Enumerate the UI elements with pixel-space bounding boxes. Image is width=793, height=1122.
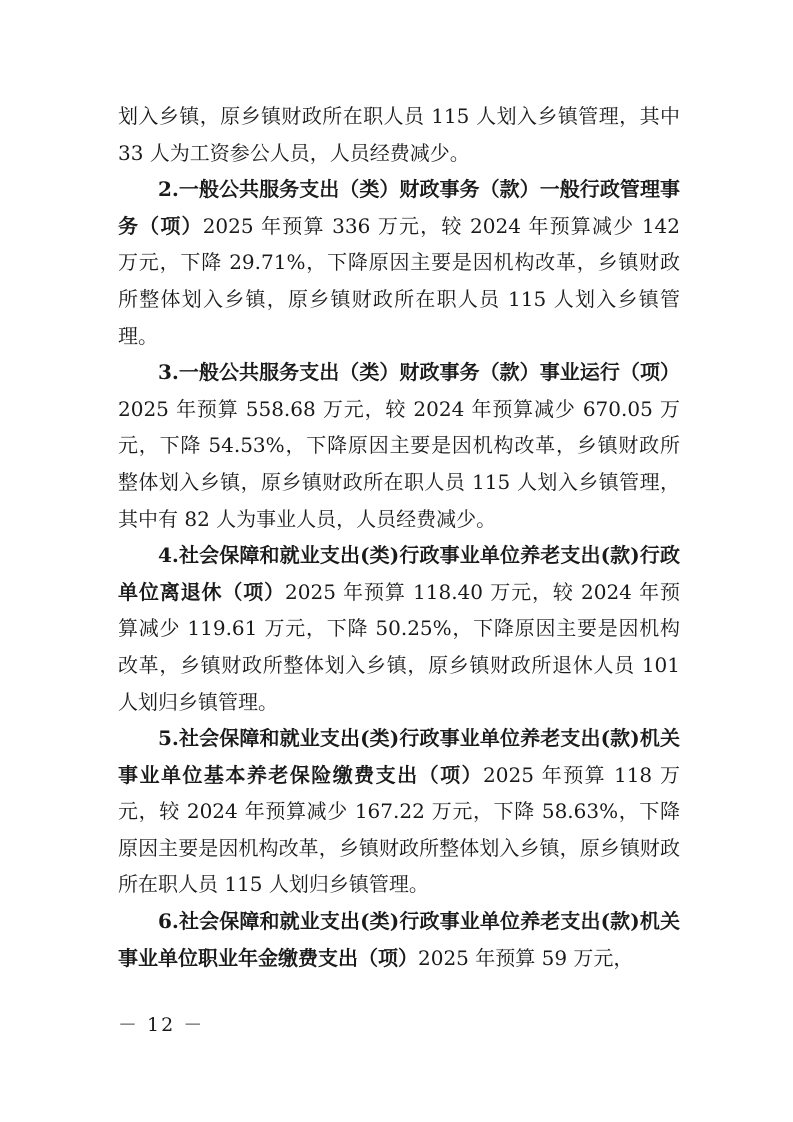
paragraph-heading: 6.社会保障和就业支出(类)行政事业单位养老支出(款)机关事业单位职业年金缴费支出（项） [118,909,680,970]
paragraph-text: 2025 年预算 118 万元，较 2024 年预算减少 167.22 万元，下降 58.63%，下降原因主要是因机构改革，乡镇财政所整体划入乡镇，原乡镇财政所在职人员 115 人划归乡镇管理。 [118,762,680,897]
paragraph-heading: 2.一般公共服务支出（类）财政事务（款）一般行政管理事务（项） [118,177,680,238]
paragraph-text: 2025 年预算 336 万元，较 2024 年预算减少 142 万元，下降 29.71%，下降原因主要是因机构改革，乡镇财政所整体划入乡镇，原乡镇财政所在职人员 115 人划入乡镇管理。 [118,213,681,348]
paragraph-item-3 [118,354,680,537]
paragraph-text: 划入乡镇，原乡镇财政所在职人员 115 人划入乡镇管理，其中 33 人为工资参公人员，人员经费减少。 [118,104,680,165]
paragraph-heading: 4.社会保障和就业支出(类)行政事业单位养老支出(款)行政单位离退休（项） [118,543,680,604]
paragraph-text: 2025 年预算 558.68 万元，较 2024 年预算减少 670.05 万元，下降 54.53%，下降原因主要是因机构改革，乡镇财政所整体划入乡镇，原乡镇财政所在职人员 115 人划入乡镇管理，其中有 82 人为事业人员，人员经费减少。 [118,396,680,531]
paragraph-heading: 5.社会保障和就业支出(类)行政事业单位养老支出(款)机关事业单位基本养老保险缴费支出（项） [118,726,680,787]
paragraph-continuation [118,98,680,171]
document-body [118,98,680,976]
paragraph-text: 2025 年预算 118.40 万元，较 2024 年预算减少 119.61 万元，下降 50.25%，下降原因主要是因机构改革，乡镇财政所整体划入乡镇，原乡镇财政所退休人员 101 人划归乡镇管理。 [118,579,680,714]
paragraph-item-4 [118,537,680,720]
paragraph-heading: 3.一般公共服务支出（类）财政事务（款）事业运行（项） [158,360,680,385]
paragraph-item-5 [118,720,680,903]
page-number: － 12 － [118,1014,205,1036]
paragraph-item-2 [118,171,680,354]
paragraph-text: 2025 年预算 59 万元， [418,945,634,970]
paragraph-item-6 [118,903,680,976]
